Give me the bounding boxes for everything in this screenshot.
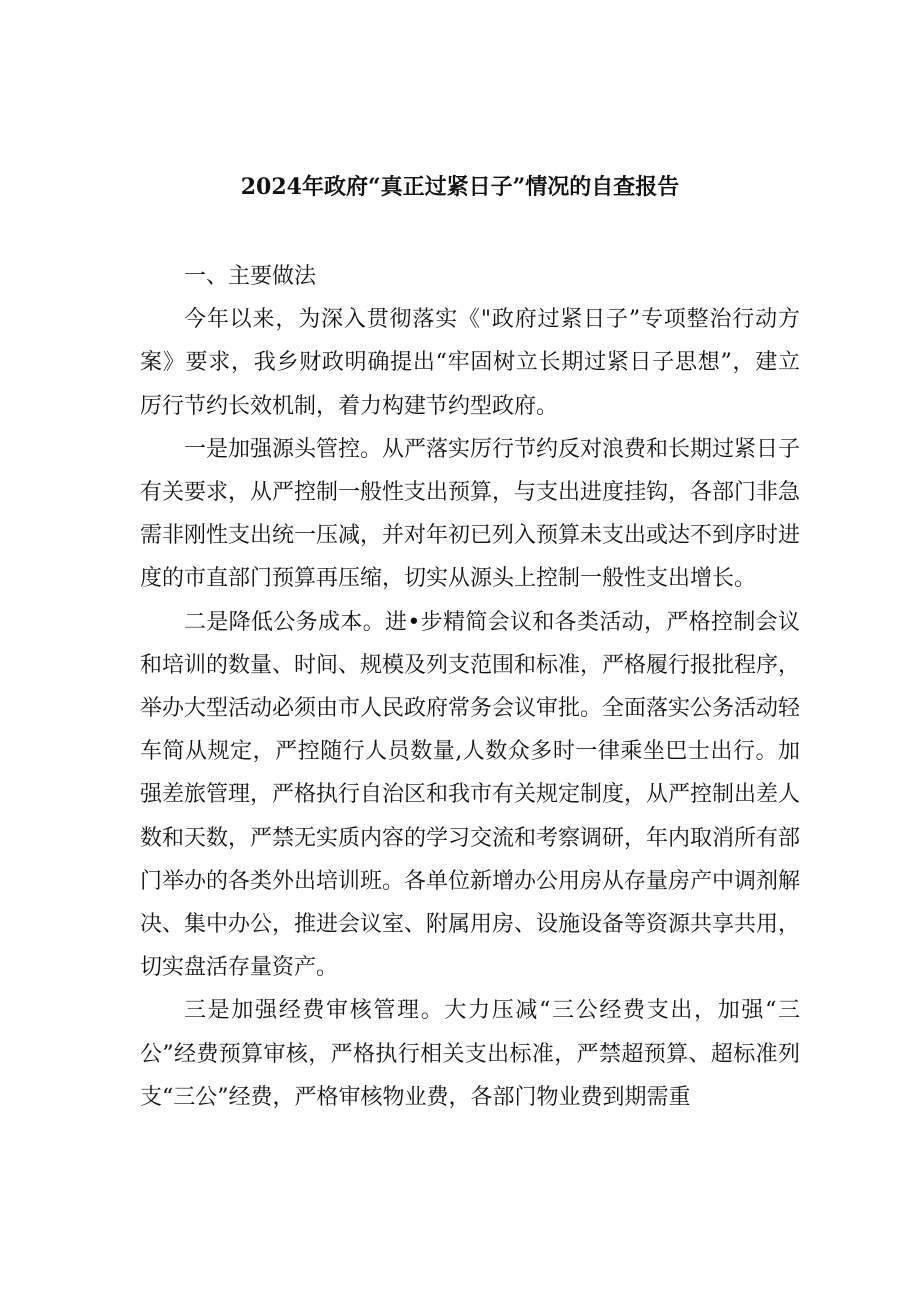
section-heading: 一、主要做法 — [184, 264, 317, 289]
document-body — [140, 255, 800, 1119]
paragraph-expense-review: 三是加强经费审核管理。大力压减“三公经费支出，加强“三公”经费预算审核，严格执行相关支出标准，严禁超预算、超标准列支“三公”经费，严格审核物业费，各部门物业费到期需重 — [140, 998, 800, 1110]
paragraph-reduce-costs: 二是降低公务成本。进•步精简会议和各类活动，严格控制会议和培训的数量、时间、规模及列支范围和标准，严格履行报批程序，举办大型活动必须由市人民政府常务会议审批。全面落实公务活动轻车简从规定，严控随行人员数量,人数众多时一律乘坐巴士出行。加强差旅管理，严格执行自治区和我市有关规定制度，从严控制出差人数和天数，严禁无实质内容的学习交流和考察调研，年内取消所有部门举办的各类外出培训班。各单位新增办公用房从存量房产中调剂解决、集中办公，推进会议室、附属用房、设施设备等资源共享共用，切实盘活存量资产。 — [140, 609, 801, 981]
document-title: 2024年政府“真正过紧日子”情况的自查报告 — [240, 174, 680, 200]
paragraph-intro: 今年以来，为深入贯彻落实《"政府过紧日子”专项整治行动方案》要求，我乡财政明确提出“牢固树立长期过紧日子思想”，建立厉行节约长效机制，着力构建节约型政府。 — [140, 307, 800, 419]
paragraph-source-control: 一是加强源头管控。从严落实厉行节约反对浪费和长期过紧日子有关要求，从严控制一般性支出预算，与支出进度挂钩，各部门非急需非刚性支出统一压减，并对年初已列入预算未支出或达不到序时进度的市直部门预算再压缩，切实从源头上控制一般性支出增长。 — [140, 436, 801, 592]
